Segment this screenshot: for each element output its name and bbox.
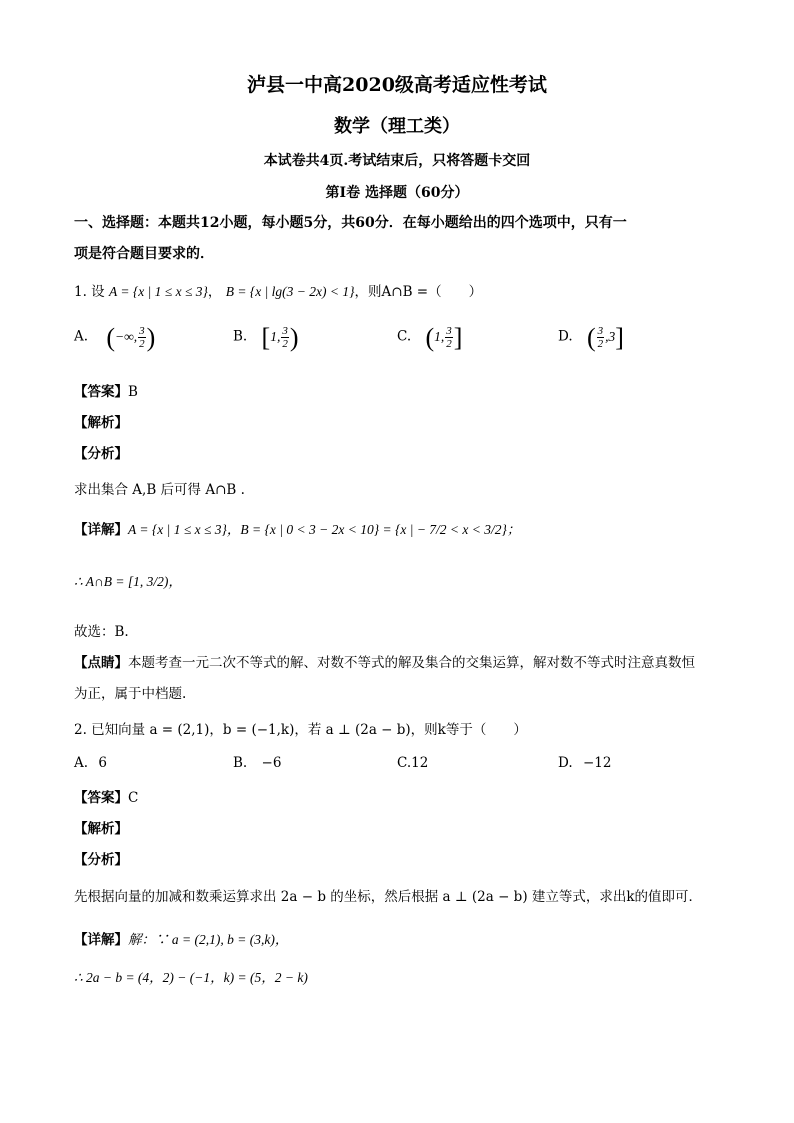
q2-option-c-value: 12 xyxy=(411,755,429,771)
q2-option-d-value: −12 xyxy=(582,755,612,771)
q2-option-d[interactable] xyxy=(558,755,611,771)
q1-option-d-value: ( $\frac{3}{2}$ ,3] xyxy=(586,322,624,352)
q2-option-c[interactable] xyxy=(397,755,428,771)
q1-detail-tag: 【详解】 xyxy=(74,522,128,538)
exam-note: 本试卷共4页.考试结束后，只将答题卡交回 xyxy=(263,153,531,169)
q2-answer-tag: 【答案】 xyxy=(74,790,128,806)
q1-fenxi-tag: 【分析】 xyxy=(74,446,128,462)
q1-set-a: A = {x | 1 ≤ x ≤ 3} xyxy=(108,284,208,299)
q1-detail-text: A = {x | 1 ≤ x ≤ 3}，B = {x | 0 < 3 − 2x < 10} = {x | − 7/2 < x < 3/2}； xyxy=(128,522,521,537)
q1-therefore: ∴ A∩B = [1, 3/2)， xyxy=(74,574,182,589)
q1-dianjing-line1 xyxy=(74,651,695,671)
q2-detail-tag: 【详解】 xyxy=(74,932,128,948)
q2-option-a[interactable] xyxy=(74,755,107,771)
q2-detail xyxy=(74,928,288,948)
q2-analysis-tag: 【解析】 xyxy=(74,821,128,837)
section-instructions-line2: 项是符合题目要求的． xyxy=(74,246,214,262)
q2-option-b-value: −6 xyxy=(261,755,282,771)
q2-option-a-label: A. xyxy=(74,755,89,771)
q2-fenxi-tag: 【分析】 xyxy=(74,852,128,868)
q2-answer xyxy=(74,786,138,806)
q1-answer-tag: 【答案】 xyxy=(74,384,128,400)
q1-option-a-value: (−∞, $\frac{3}{2}$ ) xyxy=(106,322,156,352)
q2-therefore: ∴ 2a − b = (4，2) − (−1，k) = (5，2 − k) xyxy=(74,970,308,985)
q1-dianjing-text: 本题考查一元二次不等式的解、对数不等式的解及集合的交集运算，解对数不等式时注意真数恒 xyxy=(128,655,695,671)
exam-subject: 数学（理工类） xyxy=(334,116,460,137)
q1-stem: 1. 设 A = {x | 1 ≤ x ≤ 3}， B = {x | lg(3 − 2x) < 1}，则A∩B =（ ） xyxy=(74,284,483,300)
q2-stem: 2. 已知向量 a = (2,1)，b = (−1,k)，若 a ⊥ (2a − b)，则k等于（ ） xyxy=(74,722,527,738)
exam-title: 泸县一中高2020级高考适应性考试 xyxy=(247,74,547,96)
q1-dianjing-line2: 为正，属于中档题. xyxy=(74,686,187,702)
q2-option-c-label: C. xyxy=(397,755,412,771)
q1-option-c-label: C. xyxy=(397,328,412,345)
q1-dianjing-tag: 【点睛】 xyxy=(74,655,128,671)
q1-option-d[interactable] xyxy=(558,322,624,352)
q2-fenxi-text: 先根据向量的加减和数乘运算求出 2a − b 的坐标，然后根据 a ⊥ (2a − b) 建立等式，求出k的值即可． xyxy=(74,889,703,905)
q2-option-b[interactable] xyxy=(233,755,281,771)
q1-detail xyxy=(74,518,520,538)
q1-analysis-tag: 【解析】 xyxy=(74,415,128,431)
volume-heading: 第I卷 选择题（60分） xyxy=(325,185,469,201)
section-instructions-line1: 一、选择题：本题共12小题，每小题5分，共60分．在每小题给出的四个选项中，只有一 xyxy=(74,215,627,231)
q2-option-d-label: D. xyxy=(558,755,573,771)
q1-set-b: B = {x | lg(3 − 2x) < 1} xyxy=(225,284,355,299)
q1-answer-value: B xyxy=(128,384,138,400)
q1-option-c-value: (1, $\frac{3}{2}$ ] xyxy=(425,322,463,352)
q2-option-b-label: B. xyxy=(233,755,248,771)
q1-option-a-label: A. xyxy=(74,328,89,345)
q2-detail-text: 解：∵ a = (2,1), b = (3,k)， xyxy=(128,932,289,947)
q1-fenxi-text: 求出集合 A,B 后可得 A∩B . xyxy=(74,482,245,498)
q1-choice: 故选：B. xyxy=(74,624,129,640)
q1-option-b-value: [1, $\frac{3}{2}$ ) xyxy=(261,322,299,352)
q1-stem-prefix: 1. 设 xyxy=(74,284,105,300)
q1-stem-suffix: ，则A∩B =（ ） xyxy=(354,284,483,300)
q1-option-a[interactable] xyxy=(74,322,156,352)
q1-option-b[interactable] xyxy=(233,322,299,352)
q1-option-b-label: B. xyxy=(233,328,248,345)
q1-option-c[interactable] xyxy=(397,322,463,352)
q2-answer-value: C xyxy=(128,790,139,806)
q1-answer xyxy=(74,380,138,400)
q2-option-a-value: 6 xyxy=(98,755,107,771)
q1-option-d-label: D. xyxy=(558,328,573,345)
